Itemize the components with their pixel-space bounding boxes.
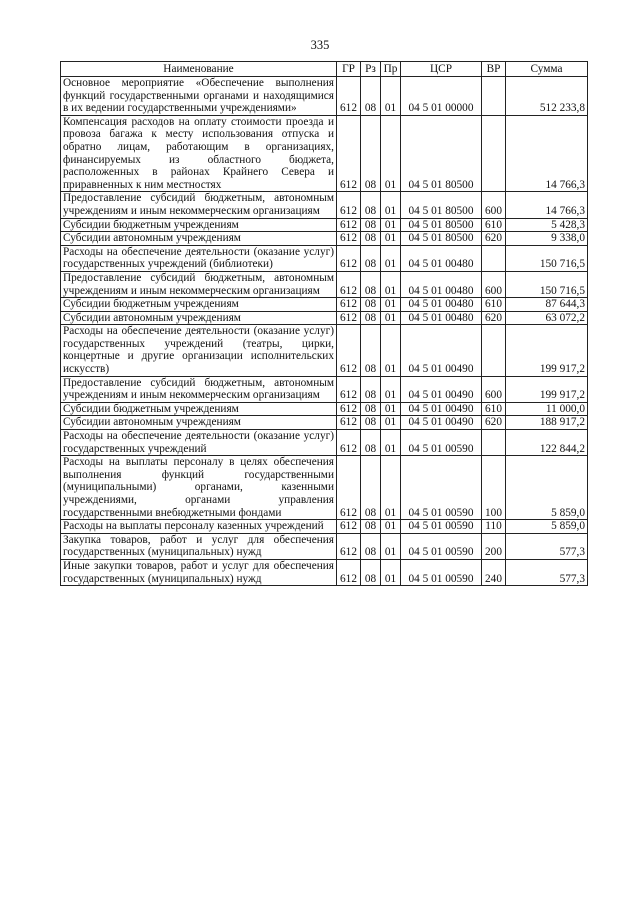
row-gr: 612: [337, 325, 361, 376]
table-row: [61, 402, 588, 416]
budget-table: [60, 61, 588, 586]
row-pr: 01: [381, 456, 401, 520]
row-vr: 610: [482, 218, 506, 232]
row-sum: 63 072,2: [506, 311, 588, 325]
row-gr: 612: [337, 232, 361, 246]
row-vr: 600: [482, 271, 506, 297]
row-csr: 04 5 01 80500: [401, 218, 482, 232]
table-row: [61, 245, 588, 271]
row-gr: 612: [337, 77, 361, 116]
row-csr: 04 5 01 00480: [401, 298, 482, 312]
row-name: Субсидии бюджетным учреждениям: [61, 218, 337, 232]
row-name: Субсидии автономным учреждениям: [61, 232, 337, 246]
row-gr: 612: [337, 192, 361, 218]
row-gr: 612: [337, 402, 361, 416]
row-gr: 612: [337, 520, 361, 534]
row-name: Иные закупки товаров, работ и услуг для обеспечения государственных (муниципальных) нужд: [61, 559, 337, 585]
row-csr: 04 5 01 00480: [401, 311, 482, 325]
row-vr: [482, 77, 506, 116]
row-sum: 5 859,0: [506, 520, 588, 534]
row-pr: 01: [381, 218, 401, 232]
row-name: Предоставление субсидий бюджетным, автономным учреждениям и иным некоммерческим организациям: [61, 271, 337, 297]
row-name: Предоставление субсидий бюджетным, автономным учреждениям и иным некоммерческим организациям: [61, 192, 337, 218]
row-pr: 01: [381, 232, 401, 246]
header-csr: ЦСР: [401, 62, 482, 77]
row-vr: 240: [482, 559, 506, 585]
row-rz: 08: [361, 416, 381, 430]
row-vr: [482, 430, 506, 456]
table-row: [61, 533, 588, 559]
row-gr: 612: [337, 311, 361, 325]
row-vr: [482, 245, 506, 271]
row-gr: 612: [337, 430, 361, 456]
table-row: [61, 376, 588, 402]
row-pr: 01: [381, 298, 401, 312]
row-gr: 612: [337, 245, 361, 271]
row-gr: 612: [337, 456, 361, 520]
row-name: Предоставление субсидий бюджетным, автономным учреждениям и иным некоммерческим организациям: [61, 376, 337, 402]
table-row: [61, 520, 588, 534]
row-pr: 01: [381, 192, 401, 218]
row-sum: 188 917,2: [506, 416, 588, 430]
row-csr: 04 5 01 00590: [401, 520, 482, 534]
row-rz: 08: [361, 533, 381, 559]
row-name: Расходы на обеспечение деятельности (оказание услуг) государственных учреждений: [61, 430, 337, 456]
row-rz: 08: [361, 402, 381, 416]
table-header-row: [61, 62, 588, 77]
row-pr: 01: [381, 520, 401, 534]
row-pr: 01: [381, 77, 401, 116]
row-gr: 612: [337, 533, 361, 559]
row-vr: [482, 325, 506, 376]
table-body: [61, 77, 588, 586]
row-vr: 600: [482, 192, 506, 218]
row-gr: 612: [337, 115, 361, 192]
header-pr: Пр: [381, 62, 401, 77]
row-pr: 01: [381, 559, 401, 585]
row-vr: [482, 115, 506, 192]
row-rz: 08: [361, 77, 381, 116]
row-sum: 11 000,0: [506, 402, 588, 416]
row-vr: 110: [482, 520, 506, 534]
row-rz: 08: [361, 456, 381, 520]
table-row: [61, 271, 588, 297]
row-sum: 122 844,2: [506, 430, 588, 456]
table-row: [61, 218, 588, 232]
row-gr: 612: [337, 218, 361, 232]
row-gr: 612: [337, 559, 361, 585]
row-sum: 150 716,5: [506, 245, 588, 271]
table-row: [61, 77, 588, 116]
header-sum: Сумма: [506, 62, 588, 77]
row-rz: 08: [361, 311, 381, 325]
row-pr: 01: [381, 311, 401, 325]
row-sum: 577,3: [506, 533, 588, 559]
row-csr: 04 5 01 00590: [401, 456, 482, 520]
row-pr: 01: [381, 376, 401, 402]
table-row: [61, 559, 588, 585]
row-rz: 08: [361, 520, 381, 534]
row-sum: 199 917,2: [506, 376, 588, 402]
row-csr: 04 5 01 00590: [401, 430, 482, 456]
table-row: [61, 115, 588, 192]
row-pr: 01: [381, 430, 401, 456]
row-rz: 08: [361, 325, 381, 376]
row-sum: 14 766,3: [506, 115, 588, 192]
row-csr: 04 5 01 00590: [401, 559, 482, 585]
table-row: [61, 416, 588, 430]
row-vr: 620: [482, 416, 506, 430]
table-row: [61, 456, 588, 520]
row-sum: 5 428,3: [506, 218, 588, 232]
table-row: [61, 325, 588, 376]
row-rz: 08: [361, 298, 381, 312]
row-rz: 08: [361, 245, 381, 271]
row-csr: 04 5 01 00590: [401, 533, 482, 559]
row-name: Расходы на выплаты персоналу в целях обеспечения выполнения функций государственными (муниципальными) органами, казенными учреждениями, органами управления государственными внебюджетными фондами: [61, 456, 337, 520]
table-row: [61, 298, 588, 312]
row-csr: 04 5 01 80500: [401, 115, 482, 192]
row-csr: 04 5 01 00480: [401, 245, 482, 271]
table-row: [61, 232, 588, 246]
row-sum: 512 233,8: [506, 77, 588, 116]
row-rz: 08: [361, 218, 381, 232]
row-gr: 612: [337, 271, 361, 297]
row-csr: 04 5 01 80500: [401, 192, 482, 218]
row-gr: 612: [337, 376, 361, 402]
row-vr: 610: [482, 298, 506, 312]
row-vr: 610: [482, 402, 506, 416]
row-gr: 612: [337, 416, 361, 430]
row-sum: 199 917,2: [506, 325, 588, 376]
row-csr: 04 5 01 00490: [401, 376, 482, 402]
row-csr: 04 5 01 80500: [401, 232, 482, 246]
row-rz: 08: [361, 232, 381, 246]
table-row: [61, 192, 588, 218]
row-sum: 5 859,0: [506, 456, 588, 520]
row-name: Основное мероприятие «Обеспечение выполнения функций государственными органами и находящимися в их ведении государственными учреждениями»: [61, 77, 337, 116]
row-rz: 08: [361, 192, 381, 218]
row-sum: 87 644,3: [506, 298, 588, 312]
row-vr: 620: [482, 232, 506, 246]
row-pr: 01: [381, 115, 401, 192]
header-gr: ГР: [337, 62, 361, 77]
row-rz: 08: [361, 376, 381, 402]
row-rz: 08: [361, 559, 381, 585]
row-name: Субсидии бюджетным учреждениям: [61, 402, 337, 416]
row-sum: 577,3: [506, 559, 588, 585]
row-rz: 08: [361, 430, 381, 456]
row-name: Субсидии автономным учреждениям: [61, 416, 337, 430]
row-gr: 612: [337, 298, 361, 312]
header-name: Наименование: [61, 62, 337, 77]
row-pr: 01: [381, 416, 401, 430]
row-vr: 200: [482, 533, 506, 559]
row-csr: 04 5 01 00000: [401, 77, 482, 116]
row-sum: 150 716,5: [506, 271, 588, 297]
header-rz: Рз: [361, 62, 381, 77]
row-vr: 620: [482, 311, 506, 325]
row-csr: 04 5 01 00480: [401, 271, 482, 297]
row-name: Расходы на выплаты персоналу казенных учреждений: [61, 520, 337, 534]
row-pr: 01: [381, 325, 401, 376]
row-name: Субсидии бюджетным учреждениям: [61, 298, 337, 312]
row-pr: 01: [381, 402, 401, 416]
row-vr: 100: [482, 456, 506, 520]
row-name: Закупка товаров, работ и услуг для обеспечения государственных (муниципальных) нужд: [61, 533, 337, 559]
table-row: [61, 430, 588, 456]
row-rz: 08: [361, 271, 381, 297]
row-name: Расходы на обеспечение деятельности (оказание услуг) государственных учреждений (библиотеки): [61, 245, 337, 271]
row-csr: 04 5 01 00490: [401, 416, 482, 430]
row-vr: 600: [482, 376, 506, 402]
row-sum: 9 338,0: [506, 232, 588, 246]
row-name: Субсидии автономным учреждениям: [61, 311, 337, 325]
page-number: 335: [310, 38, 330, 52]
row-rz: 08: [361, 115, 381, 192]
table-row: [61, 311, 588, 325]
row-csr: 04 5 01 00490: [401, 325, 482, 376]
row-sum: 14 766,3: [506, 192, 588, 218]
row-pr: 01: [381, 533, 401, 559]
row-name: Расходы на обеспечение деятельности (оказание услуг) государственных учреждений (театры, цирки, концертные и другие организации исполнительских искусств): [61, 325, 337, 376]
row-name: Компенсация расходов на оплату стоимости проезда и провоза багажа к месту использования отпуска и обратно лицам, работающим в организациях, финансируемых из областного бюджета, расположенных в районах Крайнего Севера и приравненных к ним местностях: [61, 115, 337, 192]
row-pr: 01: [381, 245, 401, 271]
row-pr: 01: [381, 271, 401, 297]
row-csr: 04 5 01 00490: [401, 402, 482, 416]
header-vr: ВР: [482, 62, 506, 77]
